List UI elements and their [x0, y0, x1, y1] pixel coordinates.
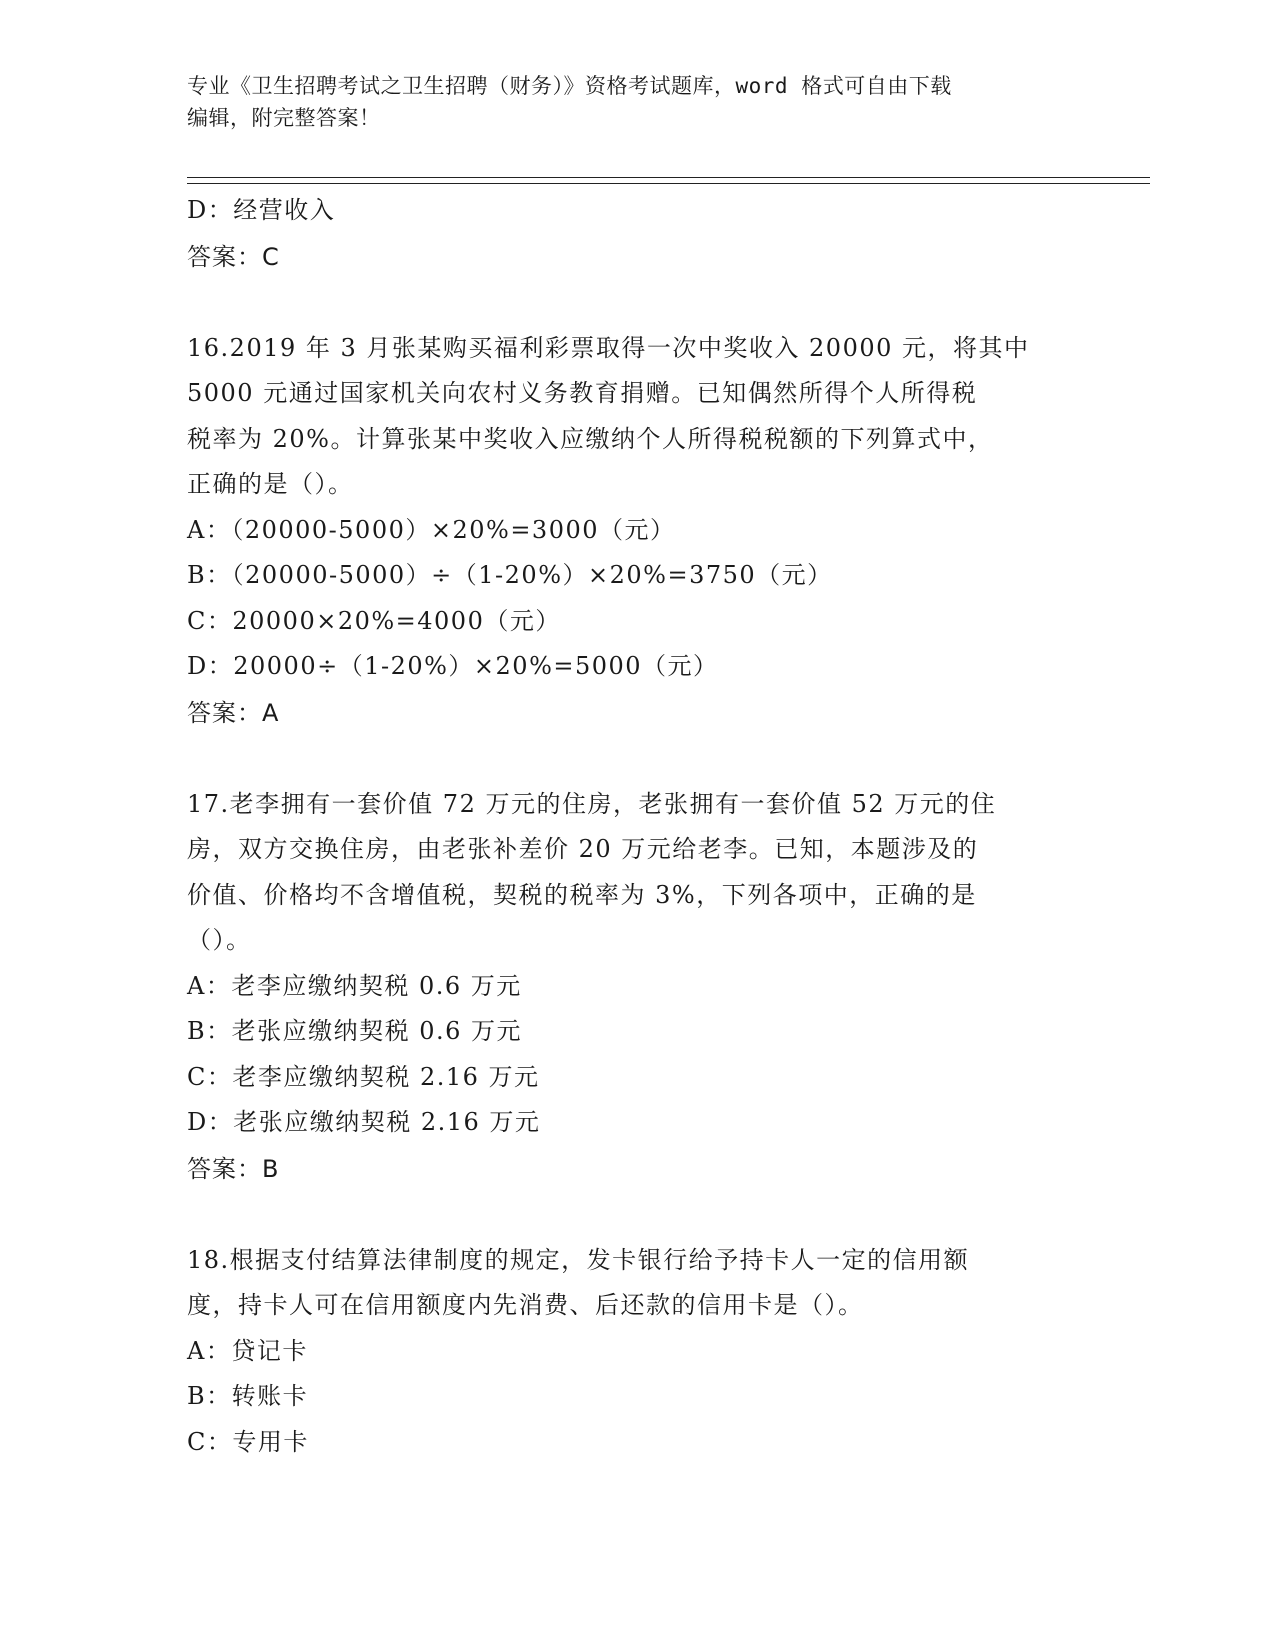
question-16-stem-line: 16.2019 年 3 月张某购买福利彩票取得一次中奖收入 20000 元，将其中 [187, 333, 1030, 362]
header-line-1: 专业《卫生招聘考试之卫生招聘（财务）》资格考试题库，word 格式可自由下载 [187, 74, 952, 98]
question-17 [187, 782, 1087, 1192]
question-18-stem-line: 度，持卡人可在信用额度内先消费、后还款的信用卡是（）。 [187, 1291, 864, 1319]
header-divider-top [187, 177, 1150, 178]
question-18-option-b: B：转账卡 [187, 1382, 309, 1410]
question-17-answer: 答案：B [187, 1154, 280, 1183]
question-16-option-d: D：20000÷（1-20%）×20%=5000（元） [187, 652, 719, 680]
question-16-stem-line: 税率为 20%。计算张某中奖收入应缴纳个人所得税税额的下列算式中， [187, 424, 994, 453]
question-16-option-c: C：20000×20%=4000（元） [187, 606, 561, 635]
question-17-stem-line: 价值、价格均不含增值税，契税的税率为 3%，下列各项中，正确的是 [187, 880, 977, 909]
question-content [187, 188, 1087, 1465]
question-18-stem-line: 18.根据支付结算法律制度的规定，发卡银行给予持卡人一定的信用额 [187, 1245, 970, 1274]
question-17-option-b: B：老张应缴纳契税 0.6 万元 [187, 1017, 523, 1045]
spacer [187, 1192, 1087, 1238]
question-17-option-c: C：老李应缴纳契税 2.16 万元 [187, 1062, 540, 1091]
question-16 [187, 326, 1087, 736]
question-16-option-a: A：（20000-5000）×20%=3000（元） [187, 515, 676, 544]
spacer [187, 736, 1087, 782]
question-16-option-b: B：（20000-5000）÷（1-20%）×20%=3750（元） [187, 561, 833, 589]
document-header [187, 70, 1067, 134]
header-divider-bottom [187, 183, 1150, 184]
question-17-option-d: D：老张应缴纳契税 2.16 万元 [187, 1108, 541, 1136]
prev-answer: 答案：C [187, 242, 280, 271]
question-16-stem-line: 正确的是（）。 [187, 470, 354, 498]
question-17-stem-line: 房，双方交换住房，由老张补差价 20 万元给老李。已知，本题涉及的 [187, 835, 979, 863]
question-16-answer: 答案：A [187, 698, 280, 727]
spacer [187, 280, 1087, 326]
question-17-option-a: A：老李应缴纳契税 0.6 万元 [187, 971, 522, 1000]
question-18-option-a: A：贷记卡 [187, 1336, 308, 1365]
question-18 [187, 1238, 1087, 1466]
question-17-stem-line: 17.老李拥有一套价值 72 万元的住房，老张拥有一套价值 52 万元的住 [187, 789, 997, 818]
question-16-stem-line: 5000 元通过国家机关向农村义务教育捐赠。已知偶然所得个人所得税 [187, 379, 978, 407]
question-18-option-c: C：专用卡 [187, 1427, 309, 1456]
question-17-stem-line: （）。 [187, 926, 252, 954]
header-line-2: 编辑，附完整答案！ [187, 106, 381, 130]
prev-option-d: D：经营收入 [187, 196, 336, 224]
